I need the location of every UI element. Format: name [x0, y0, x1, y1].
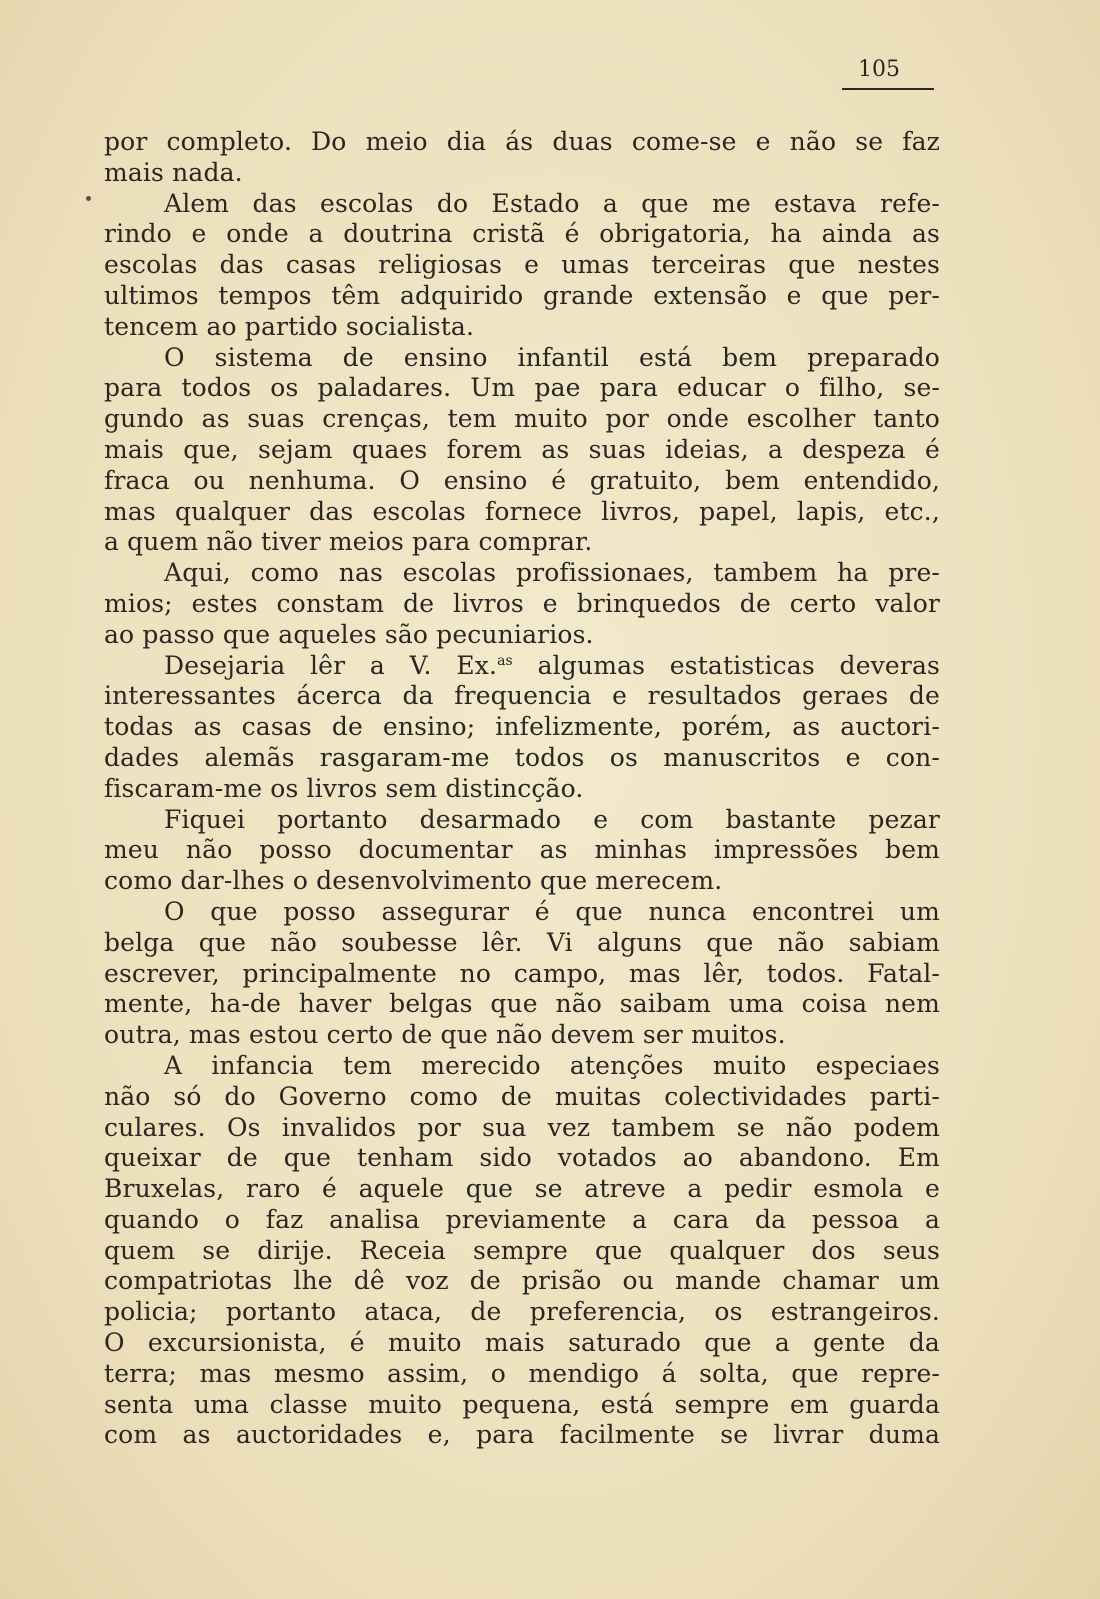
text-line: fraca ou nenhuma. O ensino é gratuito, bem entendido,: [104, 465, 940, 495]
text-line: não só do Governo como de muitas colectividades parti-: [104, 1081, 940, 1111]
text-line: rindo e onde a doutrina cristã é obrigatoria, ha ainda as: [104, 219, 940, 249]
page-number: 105: [858, 57, 900, 82]
text-line: escrever, principalmente no campo, mas lêr, todos. Fatal-: [104, 958, 940, 988]
margin-speck: [86, 196, 91, 201]
text-fragment: algumas estatisticas deveras: [512, 650, 940, 680]
text-line: mios; estes constam de livros e brinquedos de certo valor: [104, 588, 940, 618]
text-line: O sistema de ensino infantil está bem preparado: [164, 342, 940, 372]
text-line: O que posso assegurar é que nunca encontrei um: [164, 896, 940, 926]
text-line: mas qualquer das escolas fornece livros, papel, lapis, etc.,: [104, 496, 940, 526]
text-line: todas as casas de ensino; infelizmente, porém, as auctori-: [104, 712, 940, 742]
text-line: quando o faz analisa previamente a cara da pessoa a: [104, 1204, 940, 1234]
text-line: dades alemãs rasgaram-me todos os manuscritos e con-: [104, 742, 940, 772]
text-line: gundo as suas crenças, tem muito por onde escolher tanto: [104, 404, 940, 434]
text-line: mais nada.: [104, 157, 243, 187]
text-fragment: Desejaria lêr a V. Ex.: [164, 650, 498, 680]
text-line: senta uma classe muito pequena, está sempre em guarda: [104, 1389, 940, 1419]
text-line: a quem não tiver meios para comprar.: [104, 527, 593, 557]
body-text: [104, 127, 940, 1451]
text-line: culares. Os invalidos por sua vez tambem se não podem: [104, 1112, 940, 1142]
page-number-rule: [842, 88, 934, 90]
text-line: com as auctoridades e, para facilmente se livrar duma: [104, 1420, 940, 1450]
text-line: outra, mas estou certo de que não devem ser muitos.: [104, 1020, 786, 1050]
text-line: tencem ao partido socialista.: [104, 311, 475, 341]
text-line: ultimos tempos têm adquirido grande extensão e que per-: [104, 280, 940, 310]
text-line: Aqui, como nas escolas profissionaes, tambem ha pre-: [164, 558, 940, 588]
text-line: escolas das casas religiosas e umas terceiras que nestes: [104, 250, 940, 280]
text-line: fiscaram-me os livros sem distincção.: [104, 773, 584, 803]
text-line: ao passo que aqueles são pecuniarios.: [104, 619, 594, 649]
text-line: O excursionista, é muito mais saturado que a gente da: [104, 1328, 940, 1358]
text-line: para todos os paladares. Um pae para educar o filho, se-: [104, 373, 940, 403]
text-line: por completo. Do meio dia ás duas come-se e não se faz: [104, 127, 940, 156]
text-line: Bruxelas, raro é aquele que se atreve a pedir esmola e: [104, 1174, 940, 1204]
text-line: interessantes ácerca da frequencia e resultados geraes de: [104, 681, 940, 711]
text-line: mente, ha-de haver belgas que não saibam uma coisa nem: [104, 989, 940, 1019]
text-line: terra; mas mesmo assim, o mendigo á solta, que repre-: [104, 1358, 940, 1388]
text-line: [104, 651, 940, 682]
text-line: como dar-lhes o desenvolvimento que merecem.: [104, 866, 723, 896]
text-line: compatriotas lhe dê voz de prisão ou mande chamar um: [104, 1266, 940, 1296]
text-line: belga que não soubesse lêr. Vi alguns que não sabiam: [104, 927, 940, 957]
text-line: meu não posso documentar as minhas impressões bem: [104, 835, 940, 865]
text-line: quem se dirije. Receia sempre que qualquer dos seus: [104, 1235, 940, 1265]
text-line: Alem das escolas do Estado a que me estava refe-: [164, 188, 940, 218]
superscript: as: [497, 652, 513, 669]
text-line: queixar de que tenham sido votados ao abandono. Em: [104, 1143, 940, 1173]
text-line: mais que, sejam quaes forem as suas ideias, a despeza é: [104, 434, 940, 464]
text-line: Fiquei portanto desarmado e com bastante pezar: [164, 804, 940, 834]
text-line: policia; portanto ataca, de preferencia, os estrangeiros.: [104, 1297, 940, 1327]
text-line: A infancia tem merecido atenções muito especiaes: [164, 1050, 940, 1080]
